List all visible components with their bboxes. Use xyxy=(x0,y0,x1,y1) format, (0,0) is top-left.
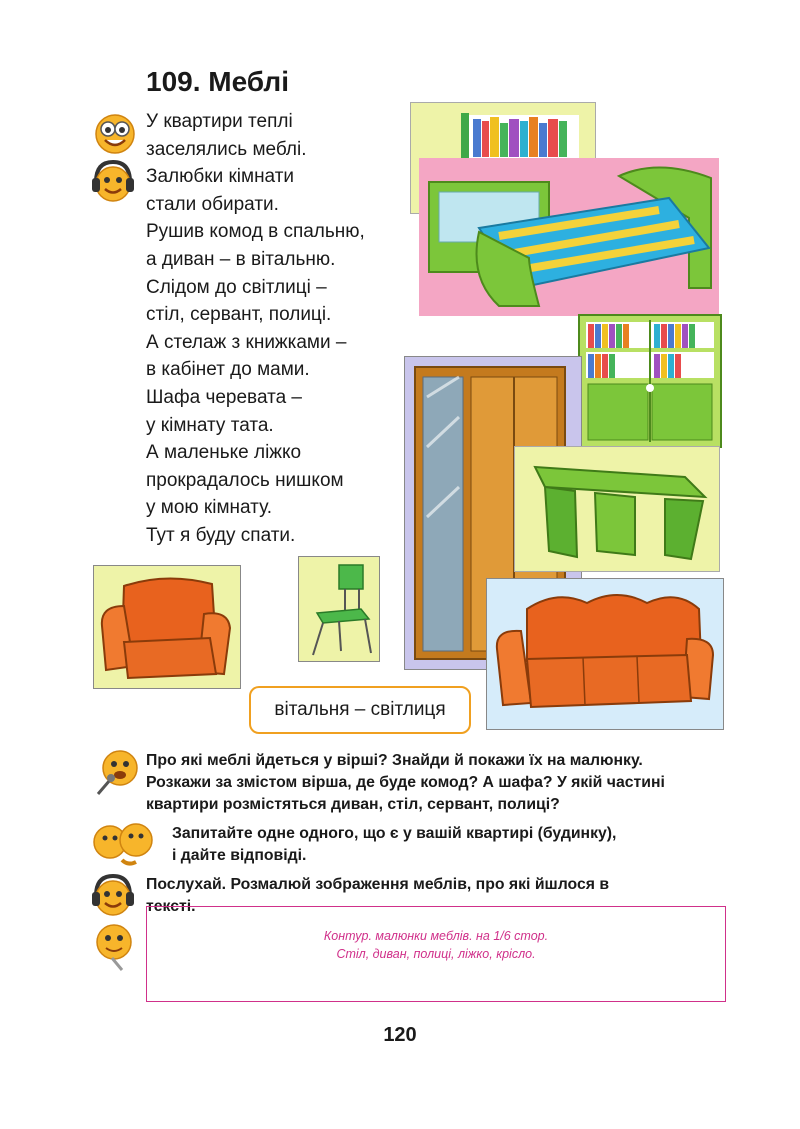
speaking-smiley-icon xyxy=(92,748,142,798)
poem-line: Рушив комод в спальню, xyxy=(146,221,365,243)
task-2 xyxy=(172,823,732,867)
page-number: 120 xyxy=(383,1024,417,1046)
poem-line: заселялись меблі. xyxy=(146,138,307,160)
illustration-placeholder-box xyxy=(146,906,726,1002)
poem-line: Тут я буду спати. xyxy=(146,524,296,546)
task-1 xyxy=(146,750,736,816)
desk-illustration xyxy=(514,446,720,572)
poem-line: А маленьке ліжко xyxy=(146,442,302,464)
armchair-illustration xyxy=(93,565,241,689)
task-line: Послухай. Розмалюй зображення меблів, про які йшлося в xyxy=(146,876,610,893)
poem-line: а диван – в вітальню. xyxy=(146,248,336,270)
task-line: Розкажи за змістом вірша, де буде комод? А шафа? У якій частині xyxy=(146,774,665,791)
poem-line: прокрадалось нишком xyxy=(146,469,344,491)
task-line: і дайте відповіді. xyxy=(172,847,307,864)
reading-smiley-icon xyxy=(92,110,138,156)
poem-line: Слідом до світлиці – xyxy=(146,276,327,298)
bed-illustration xyxy=(419,158,719,316)
poem-line: в кабінет до мами. xyxy=(146,359,310,381)
task-line: тексті. xyxy=(146,898,196,915)
task-line: Про які меблі йдеться у вірші? Знайди й покажи їх на малюнку. xyxy=(146,752,643,769)
poem-line: у мою кімнату. xyxy=(146,497,272,519)
placeholder-note-line: Стіл, диван, полиці, ліжко, крісло. xyxy=(336,947,536,961)
pencil-smiley-icon xyxy=(92,922,136,972)
placeholder-note-line: Контур. малюнки меблів. на 1/6 стор. xyxy=(323,929,549,943)
poem xyxy=(146,108,406,550)
poem-line: У квартири теплі xyxy=(146,111,293,132)
task-line: Запитайте одне одного, що є у вашій квартирі (будинку), xyxy=(172,825,617,842)
lesson-title: 109. Меблі xyxy=(146,66,289,97)
sofa-illustration xyxy=(486,578,724,730)
pair-talk-smileys-icon xyxy=(92,822,162,870)
poem-line: стали обирати. xyxy=(146,193,279,215)
poem-line: у кімнату тата. xyxy=(146,414,274,436)
bookcase-illustration xyxy=(578,314,722,448)
task-line: квартири розмістяться диван, стіл, сервант, полиці? xyxy=(146,796,560,813)
chair-illustration xyxy=(298,556,380,662)
vocabulary-box: вітальня – світлиця xyxy=(249,686,471,734)
poem-line: Шафа черевата – xyxy=(146,386,302,408)
poem-line: стіл, сервант, полиці. xyxy=(146,304,332,326)
headphones-smiley-icon xyxy=(90,872,136,918)
headphones-smiley-icon xyxy=(90,158,136,204)
poem-line: Залюбки кімнати xyxy=(146,166,295,188)
poem-line: А стелаж з книжками – xyxy=(146,331,347,353)
